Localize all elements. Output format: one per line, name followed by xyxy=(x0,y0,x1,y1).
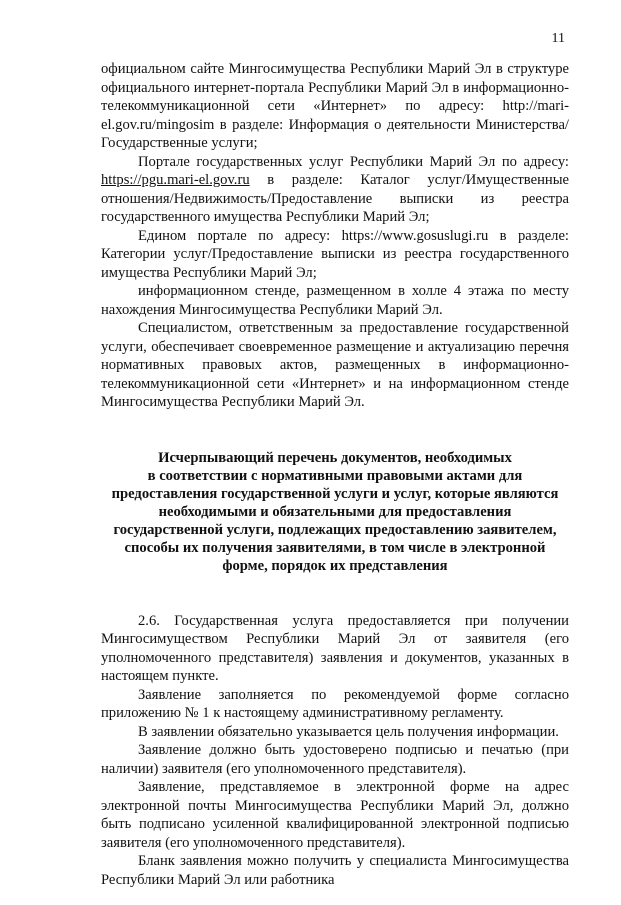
paragraph-info-stand: информационном стенде, размещенном в холле 4 этажа по месту нахождения Мингосимущества Республики Марий Эл. xyxy=(101,283,569,318)
regional-portal-link[interactable]: https://pgu.mari-el.gov.ru xyxy=(101,172,250,188)
paragraph-signature: Заявление должно быть удостоверено подписью и печатью (при наличии) заявителя (его уполномоченного представителя). xyxy=(101,742,569,777)
paragraph-2-6: 2.6. Государственная услуга предоставляется при получении Мингосимуществом Республики Марий Эл от заявителя (его уполномоченного представителя) заявления и документов, указанных в настоящем пункте. xyxy=(101,612,569,684)
heading-line: Исчерпывающий перечень документов, необходимых xyxy=(158,449,512,466)
regional-portal-text-start: Портале государственных услуг Республики Марий Эл по адресу: xyxy=(138,153,569,170)
regional-portal-text-end: в разделе: Каталог услуг/Имущественные отношения/Недвижимость/Предоставление выписки из реестра государственного имущества Республики Марий Эл; xyxy=(101,172,569,225)
paragraph-unified-portal: Едином портале по адресу: https://www.gosuslugi.ru в разделе: Категории услуг/Предоставление выписки из реестра государственного имущества Республики Марий Эл; xyxy=(101,227,569,281)
paragraph-regional-portal xyxy=(101,153,569,227)
paragraph-purpose: В заявлении обязательно указывается цель получения информации. xyxy=(138,723,559,740)
heading-line: в соответствии с нормативными правовыми актами для xyxy=(147,467,523,484)
page-number: 11 xyxy=(551,31,565,46)
heading-line: форме, порядок их представления xyxy=(222,557,448,574)
heading-line: государственной услуги, подлежащих предоставлению заявителем, xyxy=(113,521,557,538)
heading-line: необходимыми и обязательными для предоставления xyxy=(158,503,512,520)
heading-line: предоставления государственной услуги и услуг, которые являются xyxy=(111,485,559,502)
paragraph-specialist: Специалистом, ответственным за предоставление государственной услуги, обеспечивает своевременное размещение и актуализацию перечня нормативных правовых актов, размещенных в информационно-телекоммуникационной сети «Интернет» и на информационном стенде Мингосимущества Республики Марий Эл. xyxy=(101,320,569,410)
document-body xyxy=(101,60,569,889)
heading-line: способы их получения заявителями, в том числе в электронной xyxy=(124,539,546,556)
paragraph-form: Заявление заполняется по рекомендуемой форме согласно приложению № 1 к настоящему административному регламенту. xyxy=(101,686,569,721)
paragraph-official-site: официальном сайте Мингосимущества Республики Марий Эл в структуре официального интернет-портала Республики Марий Эл в информационно-телекоммуникационной сети «Интернет» по адресу: http://mari-el.gov.ru/mingosim в разделе: Информация о деятельности Министерства/Государственные услуги; xyxy=(101,61,569,151)
paragraph-blank: Бланк заявления можно получить у специалиста Мингосимущества Республики Марий Эл или работника xyxy=(101,853,569,888)
paragraph-electronic: Заявление, представляемое в электронной форме на адрес электронной почты Мингосимущества Республики Марий Эл, должно быть подписано усиленной квалифицированной электронной подписью заявителя (его уполномоченного представителя). xyxy=(101,779,569,851)
section-heading xyxy=(101,449,569,575)
